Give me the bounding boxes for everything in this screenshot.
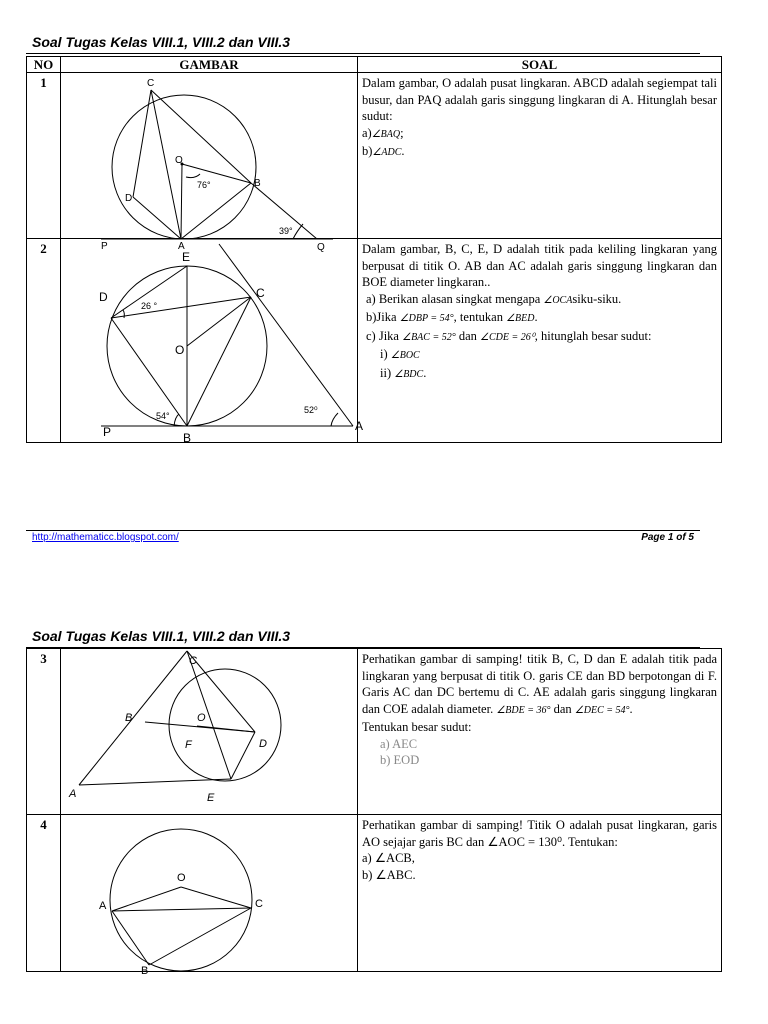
header-gambar: GAMBAR: [61, 57, 358, 73]
label-d: D: [125, 193, 133, 204]
chord-cd: [133, 90, 151, 197]
question-2-text: [358, 239, 722, 443]
chord-bc: [187, 297, 251, 426]
page-number: Page 1 of 5: [641, 532, 694, 543]
label-a: A: [178, 241, 185, 252]
table-row: [27, 239, 722, 443]
label-o: O: [175, 155, 183, 166]
circle: [110, 829, 252, 971]
item-suffix: , hitunglah besar sudut:: [534, 328, 652, 343]
label-p: P: [101, 241, 108, 252]
item-suffix: .: [534, 310, 538, 324]
chord-ac: [112, 908, 251, 911]
angle-arc-26: [123, 310, 124, 318]
radius-oc: [181, 887, 251, 908]
title-rule: [26, 53, 700, 54]
item-mid: dan: [458, 328, 477, 343]
header-soal: SOAL: [358, 57, 722, 73]
radius-oa: [112, 887, 181, 911]
angle-cde: ∠CDE = 26⁰: [480, 331, 535, 343]
question-number: 2: [27, 239, 61, 443]
question-3-item-b: b) EOD: [380, 753, 420, 767]
question-3-item-a: a) AEC: [380, 736, 418, 751]
question-4-item-b: b) ∠ABC.: [362, 867, 416, 882]
angle-label-54: 54°: [156, 411, 170, 421]
question-1-item-a: [362, 125, 717, 144]
item-prefix: b): [362, 144, 373, 158]
label-q: Q: [317, 242, 325, 253]
label-b: B: [141, 965, 149, 977]
label-c: C: [255, 898, 263, 910]
chord-ab: [112, 911, 149, 965]
angle-label-26: 26 °: [141, 301, 158, 311]
page-title: Soal Tugas Kelas VIII.1, VIII.2 dan VIII.3: [32, 628, 291, 644]
label-a: A: [355, 419, 364, 433]
question-3-text: [358, 649, 722, 815]
figure-4: [61, 815, 358, 977]
angle-bde: ∠BDE = 36°: [496, 704, 551, 716]
footer-link[interactable]: http://mathematicc.blogspot.com/: [32, 532, 179, 543]
angle-label-76: 76°: [197, 180, 211, 190]
figure-1: [61, 73, 358, 253]
label-c: C: [147, 78, 155, 89]
item-prefix: i): [380, 347, 388, 361]
item-prefix: c) Jika: [366, 328, 399, 343]
line-ac: [79, 651, 187, 785]
label-a: A: [69, 788, 77, 800]
angle-label-39: 39°: [279, 226, 293, 236]
figure-2: [61, 239, 364, 445]
angle-arc-52: [331, 413, 338, 426]
figure-2-diagram: [61, 239, 364, 445]
label-c: C: [189, 655, 197, 667]
angle-arc-39: [293, 224, 303, 239]
label-d: D: [99, 290, 108, 304]
question-number: 3: [27, 649, 61, 815]
question-number: 1: [27, 73, 61, 239]
question-1-body: Dalam gambar, O adalah pusat lingkaran. ABCD adalah segiempat tali busur, dan PAQ adalah garis singgung lingkaran di A. Hitunglah besar sudut:: [362, 76, 717, 123]
question-2-item-c-ii: [362, 365, 717, 384]
label-a: A: [99, 900, 107, 912]
footer-rule: [26, 530, 700, 531]
question-3-body: [362, 651, 717, 719]
question-1-text: [358, 73, 722, 239]
item-mid: , tentukan: [453, 310, 503, 324]
tangent-line-ac: [219, 244, 353, 426]
page-title: Soal Tugas Kelas VIII.1, VIII.2 dan VIII.3: [32, 34, 291, 50]
angle-oca: ∠OCA: [543, 294, 573, 306]
table-row: [27, 649, 722, 815]
question-2-body: Dalam gambar, B, C, E, D adalah titik pada keliling lingkaran yang berpusat di titik O. AB dan AC adalah garis singgung lingkaran dan BOE diameter lingkaran..: [362, 242, 717, 289]
label-b: B: [183, 431, 192, 445]
angle-adc: ∠ADC: [372, 147, 402, 158]
diameter-coe: [187, 651, 231, 779]
chord-dc: [111, 297, 251, 318]
label-f: F: [185, 739, 192, 751]
item-suffix: .: [401, 144, 405, 158]
label-e: E: [182, 250, 191, 264]
questions-table-page1: [26, 56, 722, 443]
radius-oc: [187, 297, 251, 346]
figure-4-diagram: [61, 815, 357, 977]
label-o: O: [197, 712, 206, 724]
label-b: B: [125, 712, 133, 724]
table-row: [27, 73, 722, 239]
figure-1-diagram: [61, 73, 357, 253]
question-2-item-c-i: [362, 346, 717, 365]
item-suffix: Tentukan:: [568, 834, 618, 849]
item-prefix: ii): [380, 365, 392, 380]
question-4-body: [362, 817, 717, 850]
figure-3-diagram: [61, 649, 357, 814]
angle-dec: ∠DEC = 54°: [574, 704, 630, 716]
item-prefix: b)Jika: [366, 310, 397, 324]
angle-arc-54: [174, 414, 179, 426]
angle-bdc: ∠BDC: [394, 368, 424, 380]
angle-dbp: ∠DBP = 54°: [399, 313, 454, 324]
label-b: B: [254, 178, 261, 189]
chord-bc: [149, 908, 251, 965]
question-3-statement: Perhatikan gambar di samping! titik B, C, D dan E adalah titik pada lingkaran yang berpusat di titik O. garis CE dan BD berpotongan di F. Garis AC dan DC bertemu di C. AE adalah garis singgung lingkaran dan COE adalah diameter.: [362, 652, 717, 716]
item-prefix: a) Berikan alasan singkat mengapa: [366, 291, 541, 306]
item-suffix: .: [629, 701, 633, 716]
label-o: O: [175, 343, 185, 357]
circle: [169, 669, 281, 781]
angle-bac: ∠BAC = 52°: [402, 331, 456, 343]
label-p: P: [103, 425, 112, 439]
label-d: D: [259, 738, 267, 750]
item-mid: dan: [553, 701, 572, 716]
chord-db: [111, 318, 187, 426]
question-3-ask: Tentukan besar sudut:: [362, 720, 472, 734]
question-2-item-c: [362, 328, 717, 347]
angle-baq: ∠BAQ: [371, 128, 401, 140]
item-suffix: ;: [400, 125, 404, 140]
question-4-item-a: a) ∠ACB,: [362, 851, 415, 865]
question-number: 4: [27, 815, 61, 972]
label-c: C: [256, 286, 265, 300]
question-2-item-a: [362, 291, 717, 310]
chord-fd: [197, 726, 255, 732]
chord-de: [231, 732, 255, 779]
page-footer: [32, 532, 694, 543]
table-header-row: [27, 57, 722, 73]
header-no: NO: [27, 57, 61, 73]
item-suffix: siku-siku.: [572, 291, 622, 306]
questions-table-page2: [26, 648, 722, 977]
question-4-statement: Perhatikan gambar di samping! Titik O adalah pusat lingkaran, garis AO sejajar garis BC dan: [362, 818, 717, 849]
label-o: O: [177, 872, 186, 884]
question-1-item-b: [362, 143, 717, 162]
table-row: [27, 815, 722, 972]
angle-arc-76: [186, 174, 200, 178]
angle-label-52: 52⁰: [304, 405, 318, 415]
question-4-text: [358, 815, 722, 972]
tangent-line-ae: [79, 779, 231, 785]
angle-bed: ∠BED: [506, 313, 535, 324]
label-e: E: [207, 792, 215, 804]
radius-oa: [181, 164, 182, 239]
item-prefix: a): [362, 125, 372, 140]
question-2-item-b: [362, 309, 717, 328]
angle-boc: ∠BOC: [390, 350, 420, 361]
item-suffix: .: [423, 365, 427, 380]
angle-aoc: ∠AOC = 130⁰.: [487, 834, 566, 849]
figure-3: [61, 649, 358, 815]
